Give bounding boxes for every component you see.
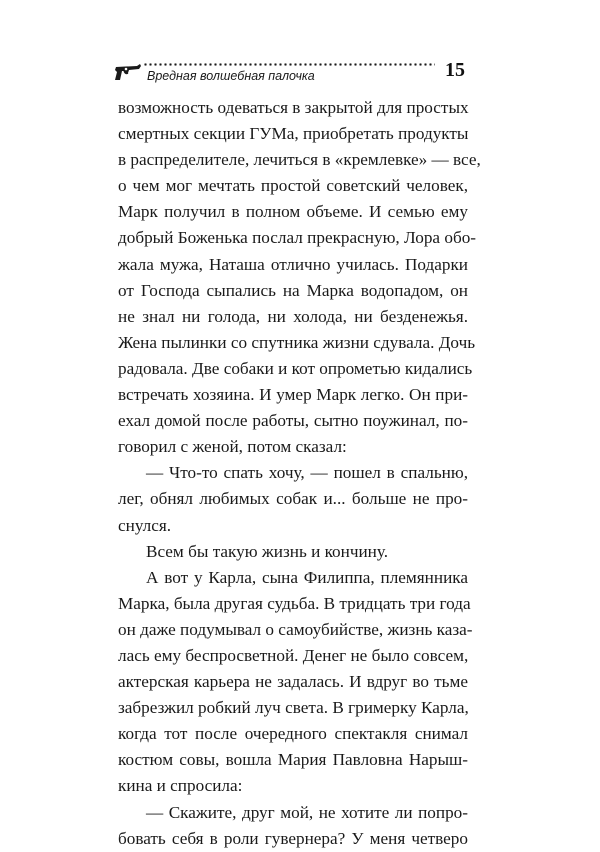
text-line: о чем мог мечтать простой советский человек, bbox=[118, 176, 468, 196]
text-line: ехал домой после работы, сытно поужинал, по- bbox=[118, 411, 468, 431]
running-title: Вредная волшебная палочка bbox=[147, 69, 315, 83]
text-line: — Скажите, друг мой, не хотите ли попро- bbox=[146, 802, 468, 822]
text-line: когда тот после очередного спектакля снимал bbox=[118, 724, 468, 744]
body-text bbox=[118, 95, 481, 852]
text-line: Всем бы такую жизнь и кончину. bbox=[146, 541, 389, 561]
text-line: возможность одеваться в закрытой для простых bbox=[118, 98, 469, 117]
text-line: Марка, была другая судьба. В тридцать три года bbox=[118, 593, 471, 613]
text-line: от Господа сыпались на Марка водопадом, он bbox=[118, 280, 468, 300]
text-line: А вот у Карла, сына Филиппа, племянника bbox=[146, 567, 468, 587]
text-line: лась ему беспросветной. Денег не было совсем, bbox=[118, 645, 469, 665]
text-line: костюм совы, вошла Мария Павловна Нарыш- bbox=[118, 750, 468, 770]
text-line: Жена пылинки со спутника жизни сдувала. Дочь bbox=[118, 332, 476, 352]
revolver-icon bbox=[113, 61, 143, 83]
text-line: смертных секции ГУМа, приобретать продукты bbox=[118, 124, 469, 144]
text-line: снулся. bbox=[118, 515, 172, 535]
text-line: жала мужа, Наташа отлично училась. Подарки bbox=[118, 254, 468, 274]
text-line: бовать себя в роли гувернера? У меня четверо bbox=[118, 828, 468, 848]
text-line: кина и спросила: bbox=[118, 776, 243, 796]
text-line: радовала. Две собаки и кот опрометью кидались bbox=[118, 358, 473, 378]
text-line: забрезжил робкий луч света. В гримерку Карла, bbox=[118, 698, 469, 718]
text-line: не знал ни голода, ни холода, ни безденежья. bbox=[118, 306, 468, 326]
text-line: в распределителе, лечиться в «кремлевке» — все, bbox=[118, 150, 481, 170]
text-line: добрый Боженька послал прекрасную, Лора обо- bbox=[118, 228, 477, 248]
page-number: 15 bbox=[445, 59, 465, 81]
dotted-rule bbox=[143, 63, 435, 66]
text-line: он даже подумывал о самоубийстве, жизнь каза- bbox=[118, 619, 473, 639]
page-header bbox=[113, 59, 470, 89]
text-line: говорил с женой, потом сказал: bbox=[118, 437, 347, 457]
text-line: — Что-то спать хочу, — пошел в спальню, bbox=[146, 463, 468, 483]
text-line: лег, обнял любимых собак и... больше не про- bbox=[118, 489, 468, 509]
text-line: встречать хозяина. И умер Марк легко. Он при- bbox=[118, 385, 468, 405]
text-line: актерская карьера не задалась. И вдруг во тьме bbox=[118, 672, 468, 692]
text-line: Марк получил в полном объеме. И семью ему bbox=[118, 202, 468, 222]
